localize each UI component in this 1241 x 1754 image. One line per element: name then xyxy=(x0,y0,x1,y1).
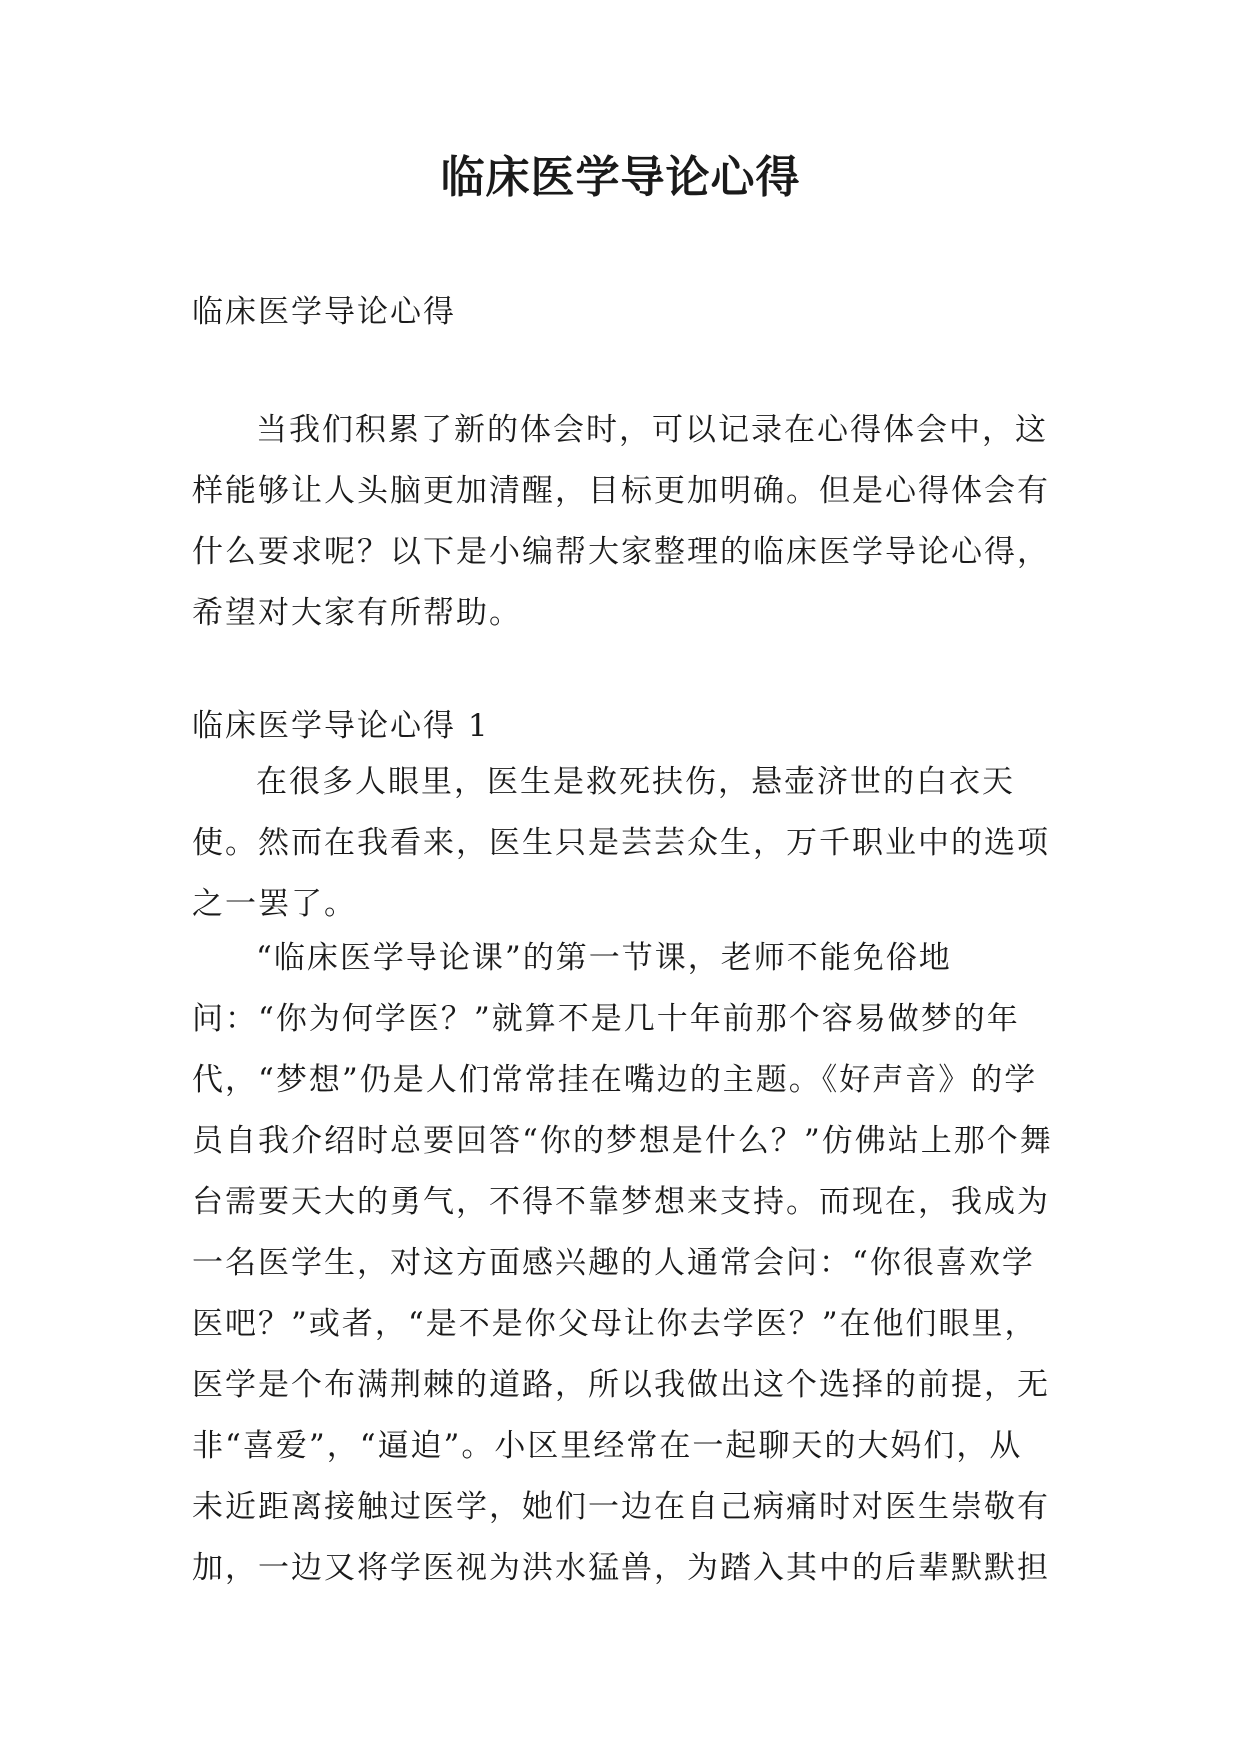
document-subtitle: 临床医学导论心得 xyxy=(192,294,456,330)
body-paragraph-2: “临床医学导论课”的第一节课，老师不能免俗地问：“你为何学医？”就算不是几十年前那个容易做梦的年代，“梦想”仍是人们常常挂在嘴边的主题。《好声音》的学员自我介绍时总要回答“你的梦想是什么？”仿佛站上那个舞台需要天大的勇气，不得不靠梦想来支持。而现在，我成为一名医学生，对这方面感兴趣的人通常会问：“你很喜欢学医吧？”或者，“是不是你父母让你去学医？”在他们眼里，医学是个布满荆棘的道路，所以我做出这个选择的前提，无非“喜爱”，“逼迫”。小区里经常在一起聊天的大妈们，从未近距离接触过医学，她们一边在自己病痛时对医生崇敬有加，一边又将学医视为洪水猛兽，为踏入其中的后辈默默担 xyxy=(192,940,1053,1586)
body-paragraph-1: 在很多人眼里，医生是救死扶伤，悬壶济世的白衣天使。然而在我看来，医生只是芸芸众生，万千职业中的选项之一罢了。 xyxy=(192,764,1050,922)
intro-paragraph: 当我们积累了新的体会时，可以记录在心得体会中，这样能够让人头脑更加清醒，目标更加明确。但是心得体会有什么要求呢？以下是小编帮大家整理的临床医学导论心得，希望对大家有所帮助。 xyxy=(192,412,1050,631)
section-heading: 临床医学导论心得 1 xyxy=(192,708,490,744)
document-title: 临床医学导论心得 xyxy=(440,152,801,203)
